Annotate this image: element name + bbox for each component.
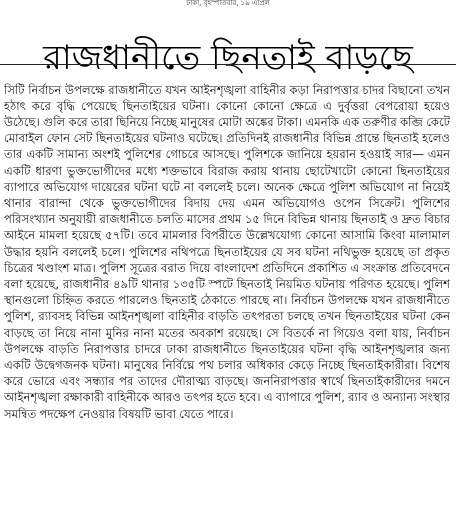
headline: রাজধানীতে ছিনতাই বাড়ছে [43, 37, 413, 78]
headline-rule [0, 64, 456, 65]
article-body: সিটি নির্বাচন উপলক্ষে রাজধানীতে যখন আইনশৃঙ্খলা বাহিনীর কড়া নিরাপত্তার চাদর বিছানো তখন হঠাৎ করে বৃদ্ধি পেয়েছে ছিনতাইয়ের ঘটনা। কোনো কোনো ক্ষেত্রে এ দুর্বৃত্তরা বেপরোয়া হয়েও উঠেছে। গুলি করে তারা ছিনিয়ে নিচ্ছে মানুষের মোটা অঙ্কের টাকা। এমনকি এক তরুণীর কব্জি কেটে মোবাইল ফোন সেট ছিনতাইয়ের ঘটনাও ঘটেছে। প্রতিদিনই রাজধানীর বিভিন্ন প্রান্তে ছিনতাই হলেও তার একটি সামান্য অংশই পুলিশের গোচরে আসছে। পুলিশকে জানিয়ে হয়রান হওয়াই সার— এমন একটি ধারণা ভুক্তভোগীদের মধ্যে শক্তভাবে বিরাজ করায় থানায় ছোটেখাটো কোনো ছিনতাইয়ের ব্যাপারে অভিযোগ দায়েরের ঘটনা ঘটে না বললেই চলে। অনেক ক্ষেত্রে পুলিশ অভিযোগ না নিয়েই থানার বারান্দা থেকে ভুক্তভোগীদের বিদায় দেয় এমন অভিযোগও ওপেন সিক্রেট। পুলিশের পরিসংখ্যান অনুযায়ী রাজধানীতে চলতি মাসের প্রথম ১৫ দিনে বিভিন্ন থানায় ছিনতাই ও দ্রুত বিচার আইনে মামলা হয়েছে ৫৭টি। তবে মামলার বিপরীতে উল্লেখযোগ্য কোনো আসামি কিংবা মালামাল উদ্ধার হয়নি বললেই চলে। পুলিশের নথিপত্রে ছিনতাইয়ের যে সব ঘটনা নথিভুক্ত হয়েছে তা প্রকৃত চিত্রের খণ্ডাংশ মাত্র। পুলিশ সূত্রের বরাত দিয়ে বাংলাদেশ প্রতিদিনে প্রকাশিত এ সংক্রান্ত প্রতিবেদনে বলা হয়েছে, রাজধানীর ৪৯টি থানার ১৩৫টি স্পটে ছিনতাই নিয়মিত ঘটনায় পরিণত হয়েছে। পুলিশ স্থানগুলো চিহ্নিত করতে পারলেও ছিনতাই ঠেকাতে পারছে না। নির্বাচন উপলক্ষে যখন রাজধানীতে পুলিশ, র‌্যাবসহ বিভিন্ন আইনশৃঙ্খলা বাহিনীর বাড়তি তৎপরতা চলছে তখন ছিনতাইয়ের ঘটনা কেন বাড়ছে তা নিয়ে নানা মুনির নানা মতের অবকাশ রয়েছে। সে বিতর্কে না গিয়েও বলা যায়, নির্বাচন উপলক্ষে বাড়তি নিরাপত্তার চাদরে ঢাকা রাজধানীতে ছিনতাইয়ের ঘটনা বৃদ্ধি আইনশৃঙ্খলার জন্য একটি উদ্বেগজনক ঘটনা। মানুষের নির্বিঘ্নে পথ চলার অধিকার কেড়ে নিচ্ছে ছিনতাইকারীরা। বিশেষ করে ভোরে এবং সন্ধ্যার পর তাদের দৌরাত্ম্য বাড়ছে। জননিরাপত্তার স্বার্থে ছিনতাইকারীদের দমনে আইনশৃঙ্খলা রক্ষাকারী বাহিনীকে আরও তৎপর হতে হবে। এ ব্যাপারে পুলিশ, র‌্যাব ও অন্যান্য সংস্থার সমন্বিত পদক্ষেপ নেওয়ার বিষয়টি ভাবা যেতে পারে। [4, 82, 450, 421]
dateline: ঢাকা, বৃহস্পতিবার, ১৯ এপ্রিল [186, 0, 270, 7]
